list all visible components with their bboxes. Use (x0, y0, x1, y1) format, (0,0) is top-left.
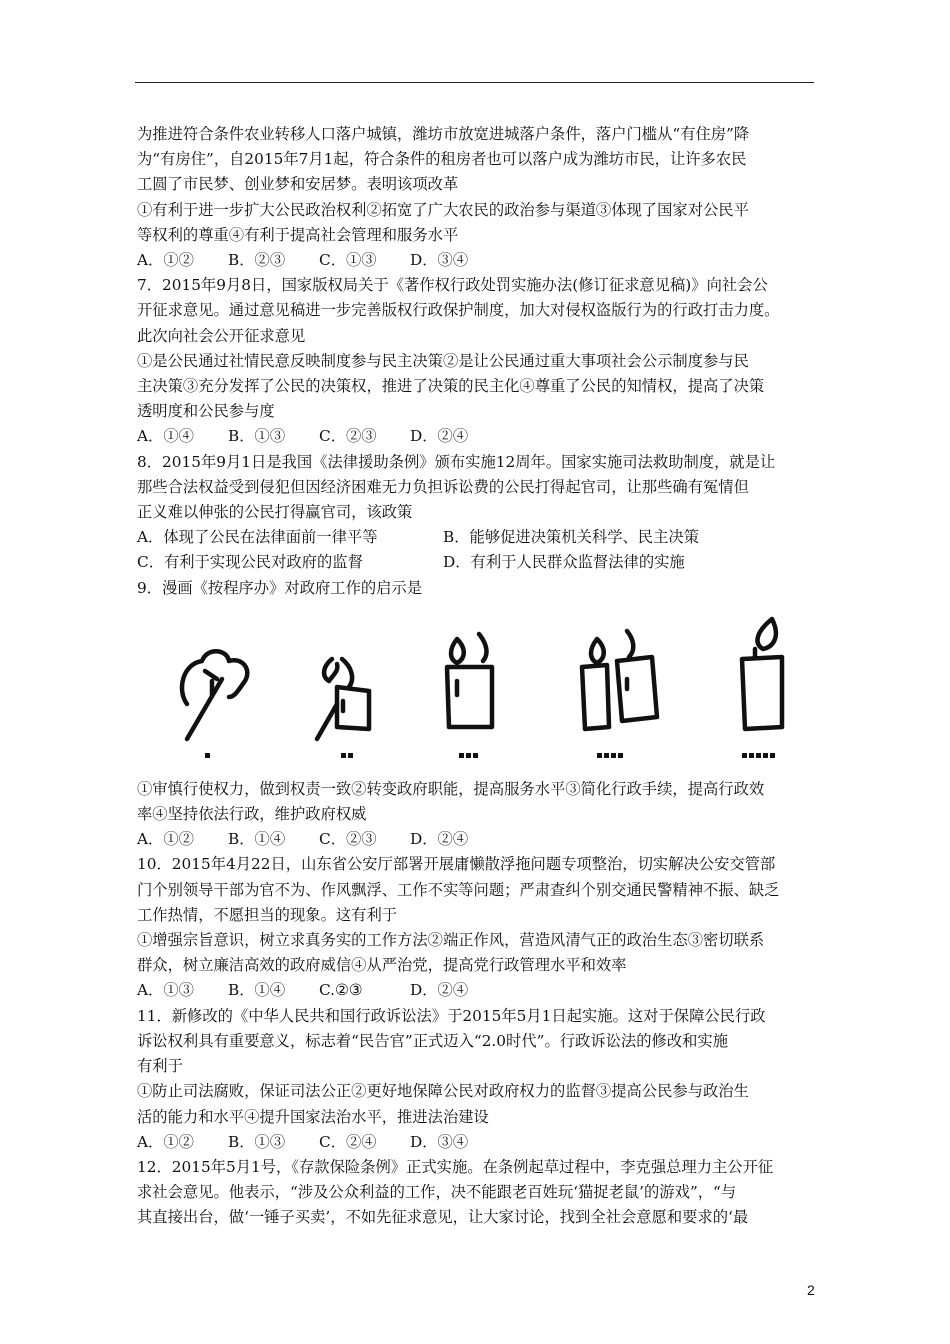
q10-line: 工作热情，不愿担当的现象。这有利于 (137, 905, 398, 924)
q11-line: 有利于 (137, 1057, 183, 1076)
q11-line: ①防止司法腐败，保证司法公正②更好地保障公民对政府权力的监督③提高公民参与政治生 (137, 1082, 749, 1101)
q9-line: ①审慎行使权力，做到权责一致②转变政府职能，提高服务水平③简化行政手续，提高行政效 (137, 779, 765, 798)
q10-option-a: A．①③ (137, 981, 194, 1000)
cartoon-panel-5 (742, 619, 782, 729)
q7-option-d: D．②④ (410, 427, 469, 446)
q7-option-a: A．①④ (137, 427, 194, 446)
q9-option-c: C．②③ (319, 830, 377, 849)
q10-option-d: D．②④ (410, 981, 469, 1000)
q8-option-a: A．体现了公民在法律面前一律平等 (137, 528, 378, 547)
question-10 (137, 852, 827, 1003)
q6-options (137, 248, 827, 273)
question-8 (137, 450, 827, 576)
q8-option-b: B．能够促进决策机关科学、民主决策 (443, 528, 699, 547)
q11-option-c: C．②④ (319, 1132, 377, 1151)
q6-line: ①有利于进一步扩大公民政治权利②拓宽了广大农民的政治参与渠道③体现了国家对公民平 (137, 200, 749, 219)
q11-option-d: D．③④ (410, 1132, 469, 1151)
q7-line: 透明度和公民参与度 (137, 402, 275, 421)
q12-line: 求社会意见。他表示，“涉及公众利益的工作，决不能跟老百姓玩‘猫捉老鼠’的游戏”，“与 (137, 1183, 737, 1202)
question-6 (137, 122, 827, 273)
q9-option-a: A．①② (137, 830, 194, 849)
question-11 (137, 1004, 827, 1155)
q12-line: 其直接出台，做‘一锤子买卖’，不如先征求意见，让大家讨论，找到全社会意愿和要求的‘最 (137, 1208, 749, 1227)
q9-stem: 9．漫画《按程序办》对政府工作的启示是 (137, 578, 423, 597)
q9-line: 率④坚持依法行政，维护政府权威 (137, 805, 367, 824)
q6-line: 等权利的尊重④有利于提高社会管理和服务水平 (137, 225, 459, 244)
cartoon-panel-1 (182, 651, 247, 739)
q7-line: 主决策③充分发挥了公民的决策权，推进了决策的民主化④尊重了公民的知情权，提高了决策 (137, 377, 765, 396)
q8-line: 那些合法权益受到侵犯但因经济困难无力负担诉讼费的公民打得起官司，让那些确有冤情但 (137, 477, 749, 496)
q11-option-b: B．①③ (228, 1132, 286, 1151)
q10-options (137, 978, 827, 1003)
q9-option-b: B．①④ (228, 830, 286, 849)
q7-line: 开征求意见。通过意见稿进一步完善版权行政保护制度，加大对侵权盗版行为的行政打击力度。 (137, 301, 780, 320)
q7-option-b: B．①③ (228, 427, 286, 446)
q6-option-b: B．②③ (228, 251, 286, 270)
q7-line: 7．2015年9月8日，国家版权局关于《著作权行政处罚实施办法(修订征求意见稿)》向社会公 (137, 276, 768, 295)
candle-cartoon-illustration (157, 609, 797, 769)
cartoon-panel-4 (582, 631, 657, 729)
q8-option-d: D．有利于人民群众监督法律的实施 (443, 553, 685, 572)
q10-option-c: C.②③ (319, 981, 363, 1000)
q7-line: 此次向社会公开征求意见 (137, 326, 306, 345)
question-7 (137, 273, 827, 449)
q10-option-b: B．①④ (228, 981, 286, 1000)
q6-line: 为“有房住”，自2015年7月1起，符合条件的租房者也可以落户成为潍坊市民，让许多农民 (137, 150, 747, 169)
q10-line: 10．2015年4月22日，山东省公安厅部署开展庸懒散浮拖问题专项整治，切实解决公安交管部 (137, 855, 776, 874)
q12-line: 12．2015年5月1号，《存款保险条例》正式实施。在条例起草过程中，李克强总理力主公开征 (137, 1157, 774, 1176)
q10-line: 门个别领导干部为官不为、作风飘浮、工作不实等问题；严肃查纠个别交通民警精神不振、缺乏 (137, 880, 780, 899)
page-number: 2 (807, 1282, 815, 1298)
q9-option-d: D．②④ (410, 830, 469, 849)
q6-option-c: C．①③ (319, 251, 377, 270)
q7-option-c: C．②③ (319, 427, 377, 446)
cartoon-panel-3 (447, 634, 492, 727)
q8-options-row-2 (137, 550, 827, 575)
cartoon-panel-2 (317, 659, 369, 739)
q9-options (137, 827, 827, 852)
q7-line: ①是公民通过社情民意反映制度参与民主决策②是让公民通过重大事项社会公示制度参与民 (137, 351, 749, 370)
q8-line: 8．2015年9月1日是我国《法律援助条例》颁布实施12周年。国家实施司法救助制度，就是让 (137, 452, 776, 471)
q11-line: 活的能力和水平④提升国家法治水平，推进法治建设 (137, 1107, 489, 1126)
q10-line: 群众，树立廉洁高效的政府威信④从严治党，提高党行政管理水平和效率 (137, 956, 627, 975)
q11-option-a: A．①② (137, 1132, 194, 1151)
q8-option-c: C．有利于实现公民对政府的监督 (137, 553, 363, 572)
q10-line: ①增强宗旨意识，树立求真务实的工作方法②端正作风，营造风清气正的政治生态③密切联系 (137, 931, 765, 950)
q6-option-a: A．①② (137, 251, 194, 270)
q8-line: 正义难以伸张的公民打得赢官司，该政策 (137, 503, 413, 522)
q8-options-row-1 (137, 525, 827, 550)
question-12 (137, 1155, 827, 1231)
page-content (137, 122, 827, 1231)
question-9 (137, 576, 827, 853)
q11-line: 11．新修改的《中华人民共和国行政诉讼法》于2015年5月1日起实施。这对于保障公民行政 (137, 1006, 766, 1025)
q7-options (137, 424, 827, 449)
cartoon-image (137, 601, 827, 777)
q11-options (137, 1130, 827, 1155)
q6-line: 为推进符合条件农业转移人口落户城镇，潍坊市放宽进城落户条件，落户门槛从“有住房”降 (137, 125, 750, 143)
q11-line: 诉讼权利具有重要意义，标志着“民告官”正式迈入“2.0时代”。行政诉讼法的修改和实施 (137, 1031, 729, 1050)
header-rule (135, 82, 814, 83)
q6-option-d: D．③④ (410, 251, 469, 270)
q6-line: 工圆了市民梦、创业梦和安居梦。表明该项改革 (137, 175, 459, 194)
